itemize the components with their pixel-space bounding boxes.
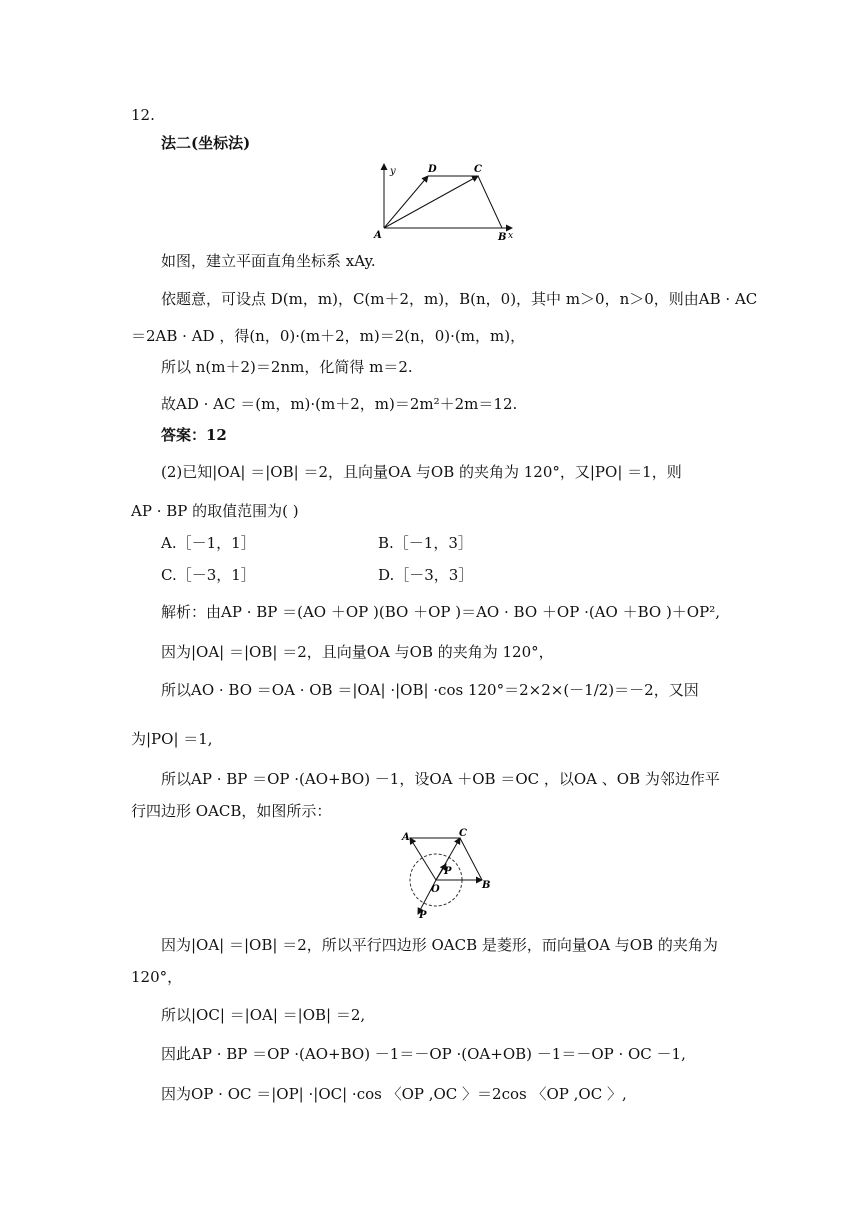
label-p-lower: P	[419, 910, 427, 921]
text-line-3: ＝2AB · AD ，得(n，0)·(m＋2，m)＝2(n，0)·(m，m)，	[131, 327, 526, 345]
label-b: B	[498, 232, 507, 242]
solution2-line-3: 所以|OC| ＝|OA| ＝|OB| ＝2,	[161, 1006, 366, 1024]
segment-cb	[460, 838, 482, 880]
option-c: C.［－3，1］	[161, 566, 256, 584]
label-c: C	[474, 164, 482, 175]
label-d: D	[428, 164, 437, 175]
answer-line: 答案：12	[161, 426, 227, 444]
vector-ac	[384, 176, 478, 228]
option-b: B.［－1，3］	[378, 534, 473, 552]
question-line-2: AP · BP 的取值范围为( )	[131, 502, 299, 520]
solution-line-1: 解析：由AP · BP ＝(AO ＋OP )(BO ＋OP )＝AO · BO ＋OP ·(AO ＋BO )＋OP²,	[161, 603, 720, 621]
label-o: O	[431, 884, 440, 895]
text-line-2: 依题意，可设点 D(m，m)，C(m＋2，m)，B(n，0)，其中 m＞0，n＞0，则由AB · AC	[161, 290, 758, 308]
solution2-line-5: 因为OP · OC ＝|OP| ·|OC| ·cos 〈OP ,OC 〉＝2cos 〈OP ,OC 〉,	[161, 1085, 627, 1103]
text-line-5: 故AD · AC ＝(m，m)·(m＋2，m)＝2m²＋2m＝12.	[161, 395, 518, 413]
vector-ad	[384, 176, 428, 228]
solution-line-5: 所以AP · BP ＝OP ·(AO+BO) －1，设OA ＋OB ＝OC ，以OA 、OB 为邻边作平	[161, 770, 720, 788]
coordinate-figure	[370, 158, 520, 242]
label-b: B	[482, 880, 491, 891]
label-a: A	[402, 832, 410, 843]
question-line-1: (2)已知|OA| ＝|OB| ＝2，且向量OA 与OB 的夹角为 120°，又|PO| ＝1，则	[161, 463, 682, 481]
label-c: C	[459, 828, 467, 839]
text-line-4: 所以 n(m＋2)＝2nm，化简得 m＝2.	[161, 358, 413, 376]
solution-line-3: 所以AO · BO ＝OA · OB ＝|OA| ·|OB| ·cos 120°＝2×2×(－1/2)＝－2，又因	[161, 681, 699, 699]
label-a: A	[374, 230, 382, 241]
segment-cb	[478, 176, 502, 228]
option-d: D.［－3，3］	[378, 566, 474, 584]
text-line-1: 如图，建立平面直角坐标系 xAy.	[161, 252, 376, 270]
label-y: y	[390, 166, 396, 177]
solution2-line-4: 因此AP · BP ＝OP ·(AO+BO) －1＝－OP ·(OA+OB) －1＝－OP · OC －1,	[161, 1045, 686, 1063]
vector-oa	[410, 838, 436, 880]
parallelogram-figure	[396, 826, 506, 922]
label-x: x	[508, 231, 514, 241]
solution2-line-1: 因为|OA| ＝|OB| ＝2，所以平行四边形 OACB 是菱形，而向量OA 与OB 的夹角为	[161, 936, 718, 954]
problem-number: 12.	[131, 106, 155, 124]
solution-line-2: 因为|OA| ＝|OB| ＝2，且向量OA 与OB 的夹角为 120°，	[161, 643, 554, 661]
method-title: 法二(坐标法)	[161, 134, 251, 152]
option-a: A.［－1，1］	[161, 534, 256, 552]
label-p-upper: P	[444, 866, 452, 877]
solution-line-4: 为|PO| ＝1,	[131, 730, 213, 748]
solution2-line-2: 120°，	[131, 968, 183, 986]
solution-line-6: 行四边形 OACB，如图所示：	[131, 802, 332, 820]
